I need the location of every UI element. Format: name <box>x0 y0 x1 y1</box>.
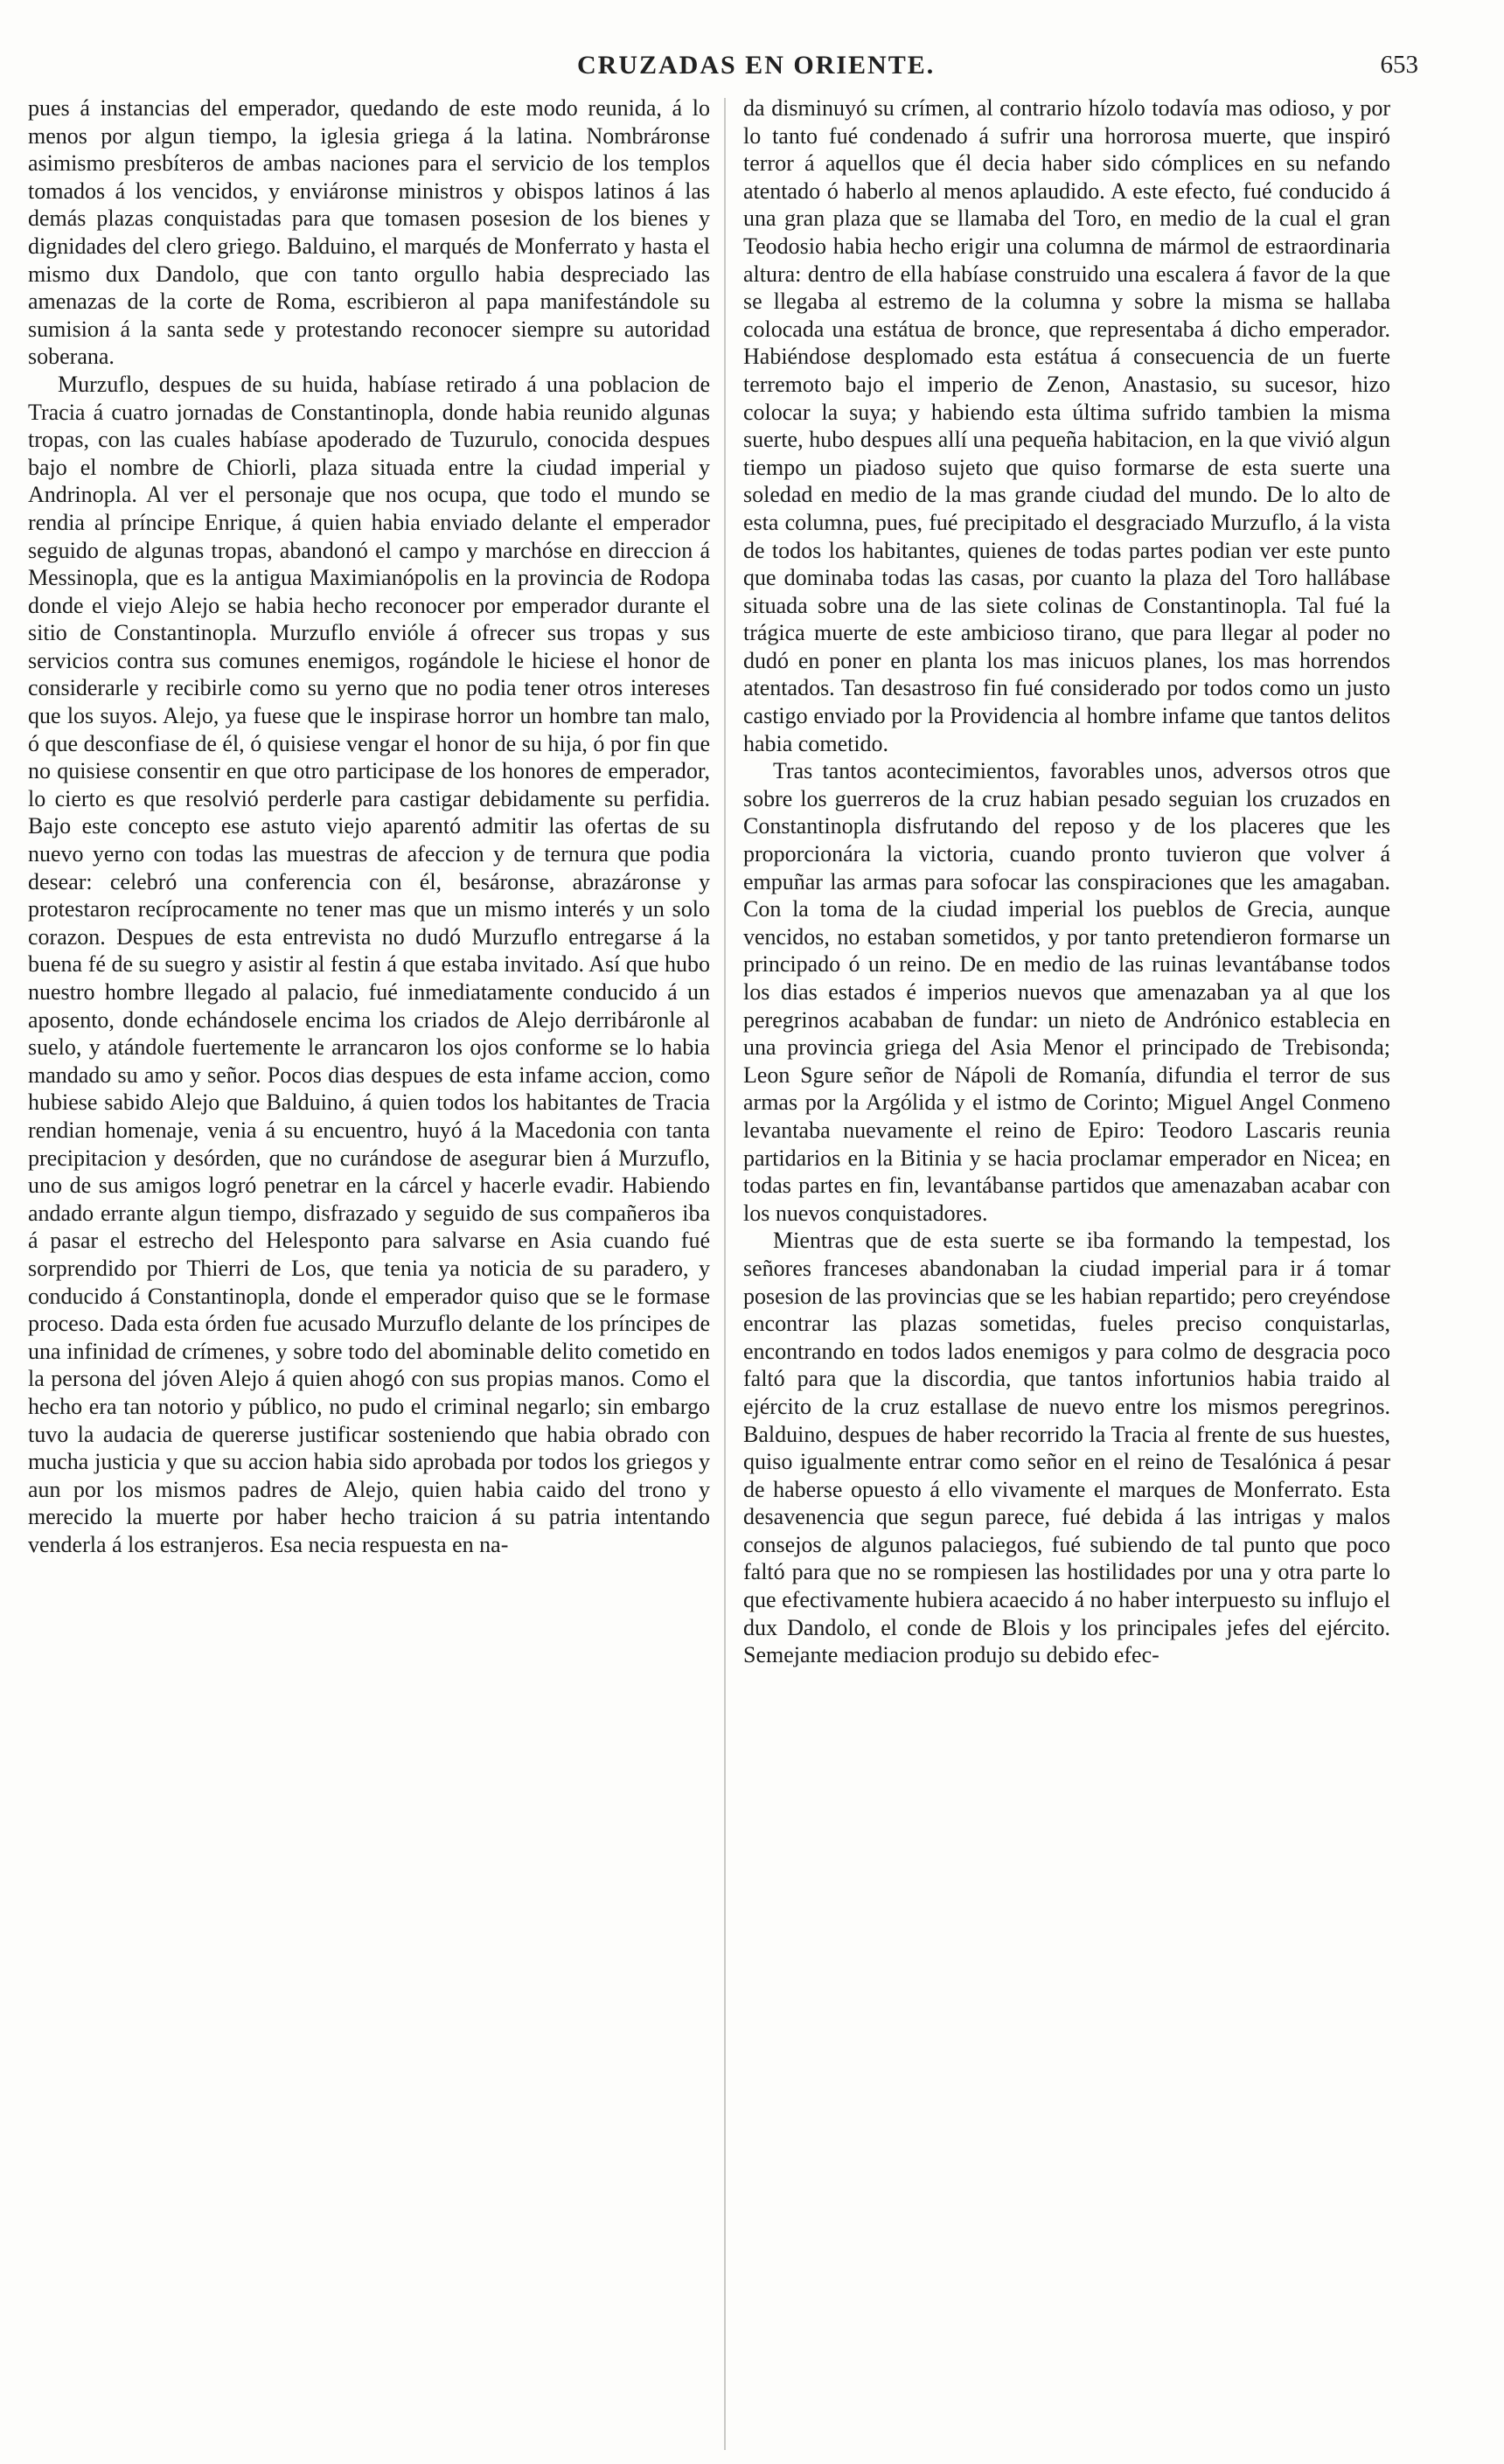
right-paragraph-1: da disminuyó su crímen, al contrario hízolo todavía mas odioso, y por lo tanto fué condenado á sufrir una horrorosa muerte, que inspiró terror á aquellos que él decia haber sido cómplices en su nefando atentado ó haberlo al menos aplaudido. A este efecto, fué conducido á una gran plaza que se llamaba del Toro, en medio de la cual el gran Teodosio habia hecho erigir una columna de mármol de estraordinaria altura: dentro de ella habíase construido una escalera á favor de la que se llegaba al estremo de la columna y sobre la misma se hallaba colocada una estátua de bronce, que representaba á dicho emperador. Habiéndose desplomado esta estátua á consecuencia de un fuerte terremoto bajo el imperio de Zenon, Anastasio, su sucesor, hizo colocar la suya; y habiendo esta última sufrido tambien la misma suerte, hubo despues allí una pequeña habitacion, en la que vivió algun tiempo un piadoso sujeto que quiso formarse de esta suerte una soledad en medio de la mas grande ciudad del mundo. De lo alto de esta columna, pues, fué precipitado el desgraciado Murzuflo, á la vista de todos los habitantes, quienes de todas partes podian ver este punto que dominaba todas las casas, por cuanto la plaza del Toro hallábase situada sobre una de las siete colinas de Constantinopla. Tal fué la trágica muerte de este ambicioso tirano, que para llegar al poder no dudó en poner en planta los mas inicuos planes, los mas horrendos atentados. Tan desastroso fin fué considerado por todos como un justo castigo enviado por la Providencia al hombre infame que tantos delitos habia cometido. <box>743 95 1390 756</box>
left-paragraph-2: Murzuflo, despues de su huida, habíase retirado á una poblacion de Tracia á cuatro jornadas de Constantinopla, donde habia reunido algunas tropas, con las cuales habíase apoderado de Tuzurulo, conocida despues bajo el nombre de Chiorli, plaza situada entre la ciudad imperial y Andrinopla. Al ver el personaje que nos ocupa, que todo el mundo se rendia al príncipe Enrique, á quien habia enviado delante el emperador seguido de algunas tropas, abandonó el campo y marchóse en direccion á Messinopla, que es la antigua Maximianópolis en la provincia de Rodopa donde el viejo Alejo se habia hecho reconocer por emperador durante el sitio de Constantinopla. Murzuflo envióle á ofrecer sus tropas y sus servicios contra sus comunes enemigos, rogándole le hiciese el honor de considerarle y recibirle como su yerno que no podia tener otros intereses que los suyos. Alejo, ya fuese que le inspirase horror un hombre tan malo, ó que desconfiase de él, ó quisiese vengar el honor de su hija, ó por fin que no quisiese consentir en que otro participase de los honores de emperador, lo cierto es que resolvió perderle para castigar debidamente su perfidia. Bajo este concepto ese astuto viejo aparentó admitir las ofertas de su nuevo yerno con todas las muestras de afeccion y de ternura que podia desear: celebró una conferencia con él, besáronse, abrazáronse y protestaron recíprocamente no tener mas que un mismo interés y un solo corazon. Despues de esta entrevista no dudó Murzuflo entregarse á la buena fé de su suegro y asistir al festin á que estaba invitado. Así que hubo nuestro hombre llegado al palacio, fué inmediatamente conducido á un aposento, donde echándosele encima los criados de Alejo derribáronle al suelo, y atándole fuertemente le arrancaron los ojos conforme se lo habia mandado su amo y señor. Pocos dias despues de esta infame accion, como hubiese sabido Alejo que Balduino, á quien todos los habitantes de Tracia rendian homenaje, venia á su encuentro, huyó á la Macedonia con tanta precipitacion y desórden, que no curándose de asegurar bien á Murzuflo, uno de sus amigos logró penetrar en la cárcel y hacerle evadir. Habiendo andado errante algun tiempo, disfrazado y seguido de sus compañeros iba á pasar el estrecho del Helesponto para salvarse en Asia cuando fué sorprendido por Thierri de Los, que tenia ya noticia de su paradero, y conducido á Constantinopla, donde el emperador quiso que se le formase proceso. Dada esta órden fue acusado Murzuflo delante de los príncipes de una infinidad de crímenes, y sobre todo del abominable delito cometido en la persona del jóven Alejo á quien ahogó con sus propias manos. Como el hecho era tan notorio y público, no pudo el criminal negarlo; sin embargo tuvo la audacia de quererse justificar sosteniendo que habia obrado con mucha justicia y que su accion habia sido aprobada por todos los griegos y aun por los mismos padres de Alejo, quien habia caido del trono y merecido la muerte por haber hecho traicion á su patria intentando venderla á los estranjeros. Esa necia respuesta en na- <box>28 371 710 1557</box>
right-column <box>743 94 1390 1669</box>
column-divider <box>724 98 726 2450</box>
right-paragraph-2: Tras tantos acontecimientos, favorables unos, adversos otros que sobre los guerreros de la cruz habian pesado seguian los cruzados en Constantinopla disfrutando del reposo y de los placeres que les proporcionára la victoria, cuando pronto tuvieron que volver á empuñar las armas para sofocar las conspiraciones que les amagaban. Con la toma de la ciudad imperial los pueblos de Grecia, aunque vencidos, no estaban sometidos, y por tanto pretendieron formarse un principado ó un reino. De en medio de las ruinas levantábanse todos los dias estados é imperios nuevos que amenazaban ya al que los peregrinos acababan de fundar: un nieto de Andrónico establecia en una provincia griega del Asia Menor el principado de Trebisonda; Leon Sgure señor de Nápoli de Romanía, difundia el terror de sus armas por la Argólida y el istmo de Corinto; Miguel Angel Conmeno levantaba nuevamente el reino de Epiro: Teodoro Lascaris reunia partidarios en la Bitinia y se hacia proclamar emperador en Nicea; en todas partes en fin, levantábanse partidos que amenazaban acabar con los nuevos conquistadores. <box>743 758 1390 1226</box>
page-header <box>0 51 1504 86</box>
page-number: 653 <box>1380 51 1418 79</box>
left-column <box>28 94 710 1558</box>
running-head: CRUZADAS EN ORIENTE. <box>577 51 936 80</box>
left-paragraph-1: pues á instancias del emperador, quedando de este modo reunida, á lo menos por algun tiempo, la iglesia griega á la latina. Nombráronse asimismo presbíteros de ambas naciones para el servicio de los templos tomados á los vencidos, y enviáronse ministros y obispos latinos á las demás plazas conquistadas para que tomasen posesion de los bienes y dignidades del clero griego. Balduino, el marqués de Monferrato y hasta el mismo dux Dandolo, que con tanto orgullo habia despreciado las amenazas de la corte de Roma, escribieron al papa manifestándole su sumision á la santa sede y protestando reconocer siempre su autoridad soberana. <box>28 95 710 370</box>
right-paragraph-3: Mientras que de esta suerte se iba formando la tempestad, los señores franceses abandonaban la ciudad imperial para ir á tomar posesion de las provincias que se les habian repartido; pero creyéndose encontrar las plazas sometidas, fueles preciso conquistarlas, encontrando en todos lados enemigos y para colmo de desgracia poco faltó para que la discordia, que tantos infortunios habia traido al ejército de la cruz estallase de nuevo entre los mismos peregrinos. Balduino, despues de haber recorrido la Tracia al frente de sus huestes, quiso igualmente entrar como señor en el reino de Tesalónica á pesar de haberse opuesto á ello vivamente el marques de Monferrato. Esta desavenencia que segun parece, fué debida á las intrigas y malos consejos de algunos palaciegos, fué subiendo de tal punto que poco faltó para que no se rompiesen las hostilidades por una y otra parte lo que efectivamente hubiera acaecido á no haber interpuesto su influjo el dux Dandolo, el conde de Blois y los principales jefes del ejército. Semejante mediacion produjo su debido efec- <box>743 1228 1390 1668</box>
